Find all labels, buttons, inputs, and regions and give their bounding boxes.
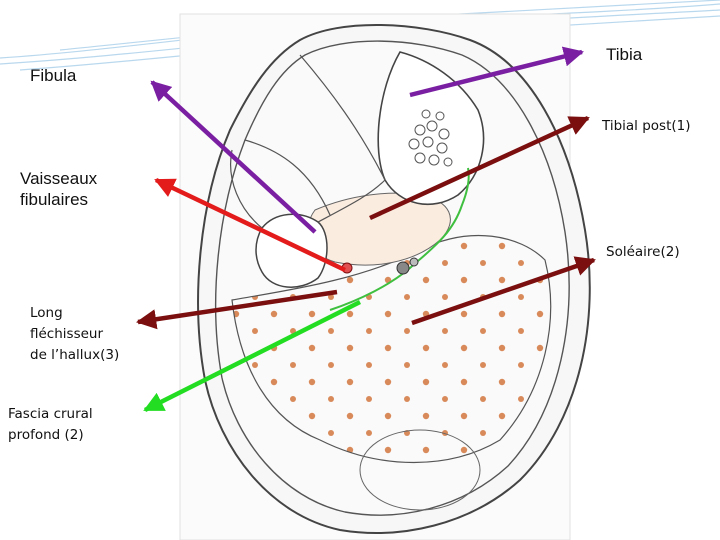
- label-tibia: Tibia: [606, 45, 643, 64]
- label-long-flechisseur-line2: fléchisseur: [30, 326, 104, 342]
- label-fascia-crural: [8, 404, 93, 446]
- label-long-flechisseur-line3: de l’hallux(3): [30, 347, 120, 363]
- label-vaisseaux-line1: Vaisseaux: [20, 169, 98, 188]
- label-tibial-post: Tibial post(1): [602, 118, 691, 134]
- label-long-flechisseur-line1: Long: [30, 305, 63, 321]
- label-long-flechisseur: [30, 303, 119, 366]
- label-vaisseaux-line2: fibulaires: [20, 190, 89, 209]
- label-fascia-line2: profond (2): [8, 427, 84, 443]
- label-vaisseaux-fibulaires: [20, 168, 97, 210]
- label-fascia-line1: Fascia crural: [8, 406, 93, 422]
- fibula-bone: [256, 214, 327, 287]
- label-fibula: Fibula: [30, 66, 77, 85]
- label-soleaire: Soléaire(2): [606, 244, 680, 260]
